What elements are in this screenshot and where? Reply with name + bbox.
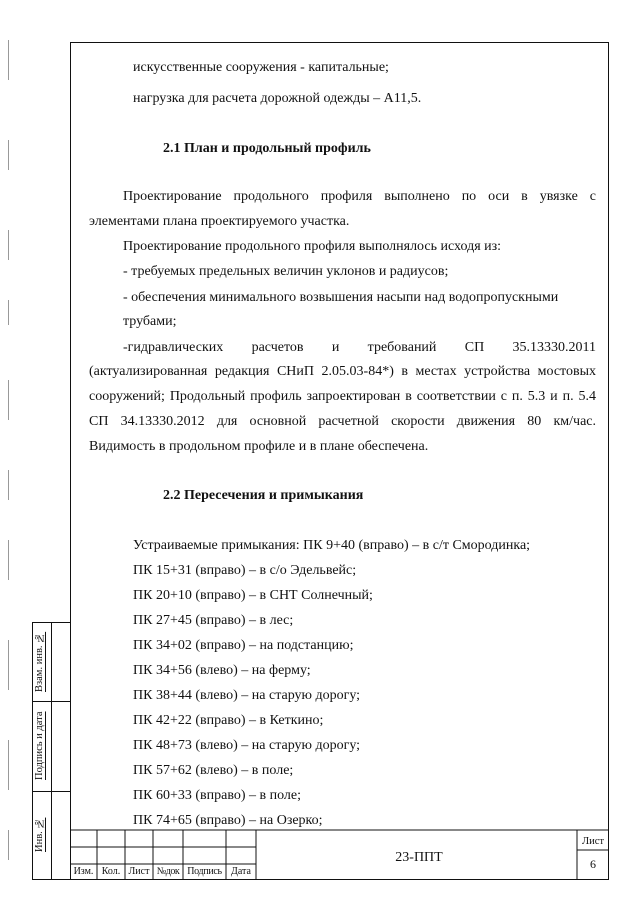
section-heading: 2.2 Пересечения и примыкания: [163, 488, 364, 503]
paragraph-line: (актуализированная редакция СНиП 2.05.03-84*) в местах устройства мостовых: [89, 364, 596, 379]
document-code: 23-ППТ: [395, 850, 443, 865]
paragraph-line: элементами плана проектируемого участка.: [89, 214, 350, 229]
junction-item: ПК 34+02 (вправо) – на подстанцию;: [133, 638, 354, 653]
junction-item: ПК 20+10 (вправо) – в СНТ Солнечный;: [133, 588, 373, 603]
junction-item: ПК 15+31 (вправо) – в с/о Эдельвейс;: [133, 563, 357, 578]
stamp-header-izm: Изм.: [73, 866, 94, 877]
list-item: -гидравлических расчетов и требований СП 35.13330.2011: [123, 340, 596, 355]
stamp-header-list: Лист: [128, 866, 150, 877]
paragraph-line: Проектирование продольного профиля выполнено по оси в увязке с: [123, 189, 596, 204]
stamp-header-kol: Кол.: [101, 866, 121, 877]
junction-item: ПК 74+65 (вправо) – на Озерко;: [133, 813, 323, 828]
side-signature-strip: [32, 622, 70, 880]
paragraph-line: сооружений; Продольный профиль запроектирован в соответствии с п. 5.3 и п. 5.4: [89, 389, 596, 404]
junction-item: ПК 57+62 (влево) – в поле;: [133, 763, 294, 778]
section-heading: 2.1 План и продольный профиль: [163, 141, 371, 156]
side-label-vzam: Взам. инв. №: [34, 631, 45, 693]
sheet-label: Лист: [582, 836, 604, 847]
text-line: искусственные сооружения - капитальные;: [133, 60, 389, 75]
paragraph-line: Видимость в продольном профиле и в плане обеспечена.: [89, 439, 429, 454]
binding-margin-marks: [0, 0, 20, 905]
junction-item: ПК 38+44 (влево) – на старую дорогу;: [133, 688, 361, 703]
junction-item: ПК 42+22 (вправо) – в Кеткино;: [133, 713, 324, 728]
list-item: - обеспечения минимального возвышения насыпи над водопропускными: [123, 290, 559, 305]
paragraph-line: СП 34.13330.2012 для основной расчетной скорости движения 80 км/час.: [89, 414, 596, 429]
junction-item: ПК 34+56 (влево) – на ферму;: [133, 663, 311, 678]
stamp-header-ndok: №док: [156, 866, 180, 877]
junction-item: ПК 27+45 (вправо) – в лес;: [133, 613, 294, 628]
junction-item: ПК 60+33 (вправо) – в поле;: [133, 788, 302, 803]
junction-item: Устраиваемые примыкания: ПК 9+40 (вправо) – в с/т Смородинка;: [133, 538, 531, 553]
paragraph-line: Проектирование продольного профиля выполнялось исходя из:: [123, 239, 502, 254]
stamp-header-podpis: Подпись: [187, 866, 222, 877]
sheet-number: 6: [590, 857, 596, 871]
stamp-header-data: Дата: [231, 866, 251, 877]
junction-item: ПК 48+73 (влево) – на старую дорогу;: [133, 738, 361, 753]
list-item: - требуемых предельных величин уклонов и радиусов;: [123, 264, 449, 279]
list-item: трубами;: [123, 314, 177, 329]
text-line: нагрузка для расчета дорожной одежды – А11,5.: [133, 91, 422, 106]
side-label-inv: Инв. №: [34, 817, 45, 853]
side-label-podpis: Подпись и дата: [34, 711, 45, 781]
